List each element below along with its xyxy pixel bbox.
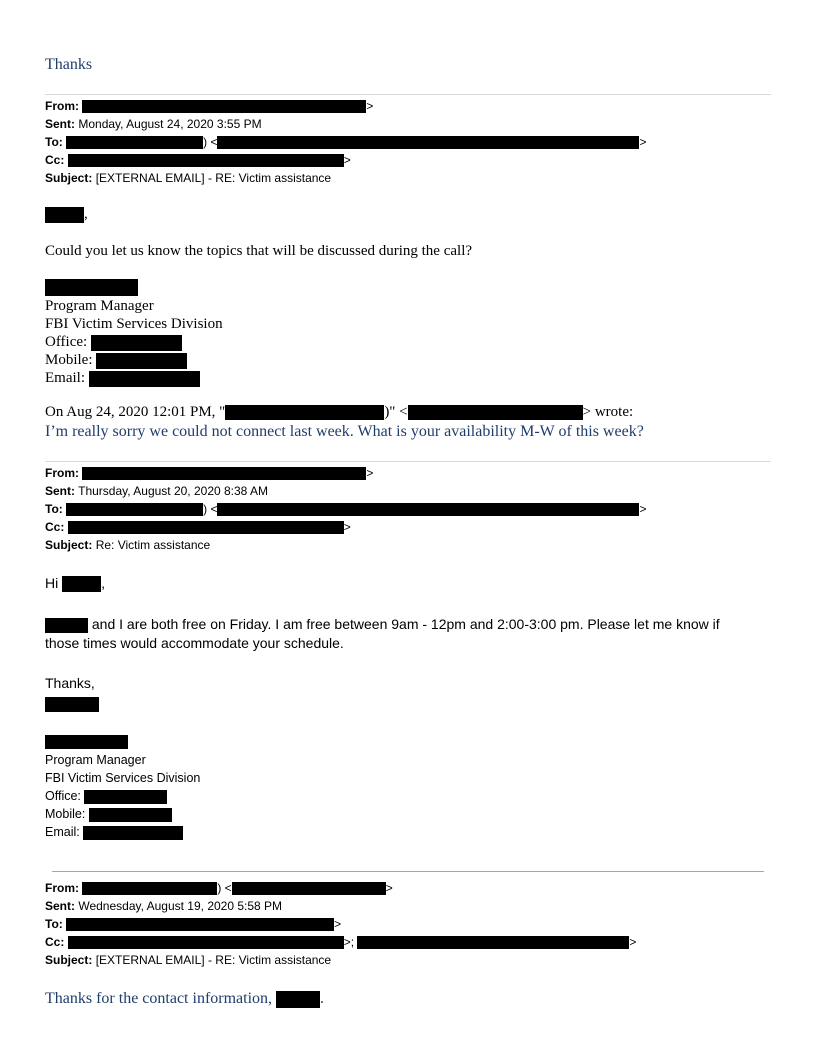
subject-line [45,169,646,187]
cc-label: Cc: [45,153,65,167]
email3-header [45,879,636,969]
sig-mobile: Mobile: [45,805,200,823]
redaction [84,790,167,804]
cc-line [45,151,646,169]
redaction [45,279,138,296]
redaction [217,503,639,516]
subject-line [45,951,636,969]
redaction [45,697,99,712]
bracket: ) < [203,135,218,149]
sig-mobile: Mobile: [45,351,223,369]
to-label: To: [45,135,63,149]
redaction [232,882,386,895]
sig-title: Program Manager [45,298,154,314]
redaction [45,207,84,223]
bracket: > [639,135,647,149]
to-line [45,133,646,151]
redaction [68,521,344,534]
redaction [276,991,320,1008]
sig-title: Program Manager [45,753,146,767]
to-label: To: [45,502,63,516]
body-line: and I are both free on Friday. I am free between 9am - 12pm and 2:00-3:00 pm. Please let me know if [45,615,720,634]
redaction [62,576,101,592]
sent-label: Sent: [45,117,75,131]
sig-email: Email: [45,369,223,387]
from-line: From: > [45,466,374,480]
subject-value: Re: Victim assistance [95,538,211,552]
sent-line [45,897,636,915]
subject-label: Subject: [45,953,93,967]
to-line: To: > [45,917,342,931]
sig-office: Office: [45,333,223,351]
quote-attribution: On Aug 24, 2020 12:01 PM, " )" < > wrote: [45,404,634,420]
subject-line [45,536,646,554]
sig-office: Office: [45,787,200,805]
cc-label: Cc: [45,520,65,534]
email1-body: Could you let us know the topics that will be discussed during the call? [45,243,473,259]
sent-value: Wednesday, August 19, 2020 5:58 PM [78,899,283,913]
redaction [82,100,366,113]
email2-closing: Thanks, [45,675,95,691]
redaction [45,735,128,749]
sent-value: Thursday, August 20, 2020 8:38 AM [78,484,269,498]
redaction [66,136,203,149]
sent-label: Sent: [45,899,75,913]
email1-greeting [45,206,88,223]
bracket: > [343,153,351,167]
body-line: those times would accommodate your schedule. [45,635,344,651]
quoted-line: I’m really sorry we could not connect last week. What is your availability M-W of this week? [45,423,644,440]
email2-greeting: Hi , [45,575,106,591]
from-label: From: [45,881,79,895]
email2-header [45,464,646,554]
redaction [82,467,366,480]
from-line: From: ) < > [45,881,393,895]
divider [45,461,771,462]
subject-value: [EXTERNAL EMAIL] - RE: Victim assistance [95,953,332,967]
redaction [96,353,187,369]
divider [52,871,764,872]
email2-signature [45,751,200,841]
bracket: > [366,99,374,113]
redaction [45,618,88,633]
redaction [408,405,583,420]
email1-header [45,97,646,187]
redaction [66,503,203,516]
email2-body [45,615,720,653]
redaction [89,371,200,387]
greeting-tail: , [84,206,88,222]
sig-org: FBI Victim Services Division [45,316,223,332]
cc-line: Cc: > [45,520,351,534]
email3-body: Thanks for the contact information, . [45,990,325,1007]
subject-label: Subject: [45,538,93,552]
redaction [89,808,172,822]
subject-label: Subject: [45,171,93,185]
cc-line: Cc: >; > [45,935,637,949]
to-line: To: ) < > [45,502,647,516]
top-note: Thanks [45,56,93,73]
redaction [68,936,344,949]
from-line [45,97,646,115]
sig-email: Email: [45,823,200,841]
subject-value: [EXTERNAL EMAIL] - RE: Victim assistance [95,171,332,185]
sent-value: Monday, August 24, 2020 3:55 PM [78,117,262,131]
sig-org: FBI Victim Services Division [45,771,201,785]
divider [45,94,771,95]
redaction [66,918,334,931]
sent-label: Sent: [45,484,75,498]
redaction [82,882,217,895]
from-label: From: [45,99,79,113]
redaction [357,936,629,949]
from-label: From: [45,466,79,480]
to-label: To: [45,917,63,931]
redaction [91,335,182,351]
sent-line [45,115,646,133]
email1-signature [45,297,223,387]
redaction [217,136,639,149]
sent-line [45,482,646,500]
cc-label: Cc: [45,935,65,949]
redaction [83,826,183,840]
redaction [68,154,344,167]
redaction [225,405,384,420]
